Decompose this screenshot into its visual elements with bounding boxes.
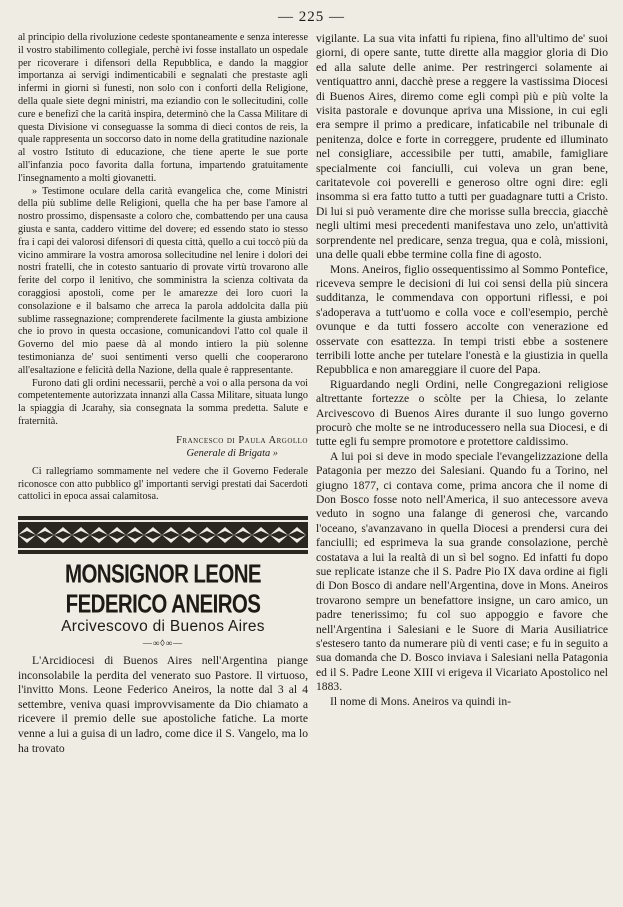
paragraph: al principio della rivoluzione cedeste spontaneamente e senza interesse il vostro stabilimento collegiale, perchè ivi fosse installato un ospedale per ricoverare i difensori della Repubblica, e dando la maggior importanza ai servigi indimenticabili e segnalati che prestaste agli infermi in giorni sì funesti, non solo con i conforti della Religione, della quale siete degni ministri, ma eziandio con le sollecitudini, colle cure e benefizî che la carità inspira, determinò che la Cassa Militare di questa Divisione vi conseguasse la somma di dieci contos de reis, la quale rappresenta un soccorso dato in nome della gratitudine nazionale al vostro Istituto di educazione, che tiene aperte le sue porte all'infanzia poco favorita dalla fortuna, impartendo gratuitamente l'insegnamento a molti giovanetti. [18, 32, 308, 184]
paragraph: Furono dati gli ordini necessarii, perchè a voi o alla persona da voi competentemente autorizzata innanzi alla Cassa Militare, situata lungo la spiaggia di Jcarahy, sia consegnata la somma predetta. Salute e fraternità. [18, 377, 308, 427]
article-subheadline: Arcivescovo di Buenos Aires [61, 618, 265, 636]
paragraph: Ci rallegriamo sommamente nel vedere che il Governo Federale riconosce con atto pubblico gl' importanti servigi prestati dai Sacerdoti cattolici in epoca assai calamitosa. [18, 465, 308, 503]
left-column [18, 32, 308, 756]
ornamental-border [18, 516, 308, 554]
article-headline: MONSIGNOR LEONE FEDERICO ANEIROS [64, 560, 261, 619]
small-ornament-divider: —∞◊∞— [142, 638, 184, 649]
paragraph: Riguardando negli Ordini, nelle Congregazioni religiose altrettante fortezze o scòlte per la Chiesa, lo zelante Arcivescovo di Buenos Aires durante il suo lungo governo procurò che molte se ne introducessero nella sua Diocesi, e di tutte egli fu sempre promotore e protettore caldissimo. [316, 377, 608, 449]
signature-name: Francesco di Paula Argollo [176, 434, 308, 446]
paragraph: vigilante. La sua vita infatti fu ripiena, fino all'ultimo de' suoi giorni, di opere sante, tutte dirette alla maggior gloria di Dio ed alla salute delle anime. Per restringerci solamente ai ventiquattro anni, dacchè prese a reggere la vastissima Diocesi di Buenos Aires, diremo come egli compì più e più volte la visita pastorale e dovunque apriva una Missione, in cui egli era sempre il primo a predicare, infaticabile nel tribunale di penitenza, dolce e forte in correggere, prudente ed illuminato nel consigliare, accessibile per tutti, amabile, famigliare specialmente coi fanciulli, cui voleva un gran bene, caritatevole coi poverelli e generoso oltre ogni dire: egli insomma si era fatto tutto a tutti per guadagnare tutti a Cristo. Di lui si può veramente dire che morisse sulla breccia, giacchè negli ultimi mesi precedenti manifestava uno zelo, un'attività sorprendente nel predicare, senza tregua, qua e colà, missioni, una delle quali ebbe termine colla fine di agosto. [316, 32, 608, 262]
paragraph: » Testimone oculare della carità evangelica che, come Ministri della più sublime delle Religioni, quella che ha per base l'amore al nostro prossimo, dispensaste a coloro che, combattendo per una causa giusta e santa, caddero vittime del dovere; ed essendo stato io stesso fra i capi dei valorosi difensori di questa città, quello a cui toccò più da vicino ammirare la vostra amorosa sollecitudine nel lenire i dolori dei nostri fratelli, che in cotesto santuario di provate virtù trovarono alle ferite del corpo il lenitivo, che somministra la scienza coltivata da coraggiosi apostoli, come per le amarezze dei loro cuori la consolazione e il balsamo che arreca la parola addolcita dalla più sublime rassegnazione; comprenderete facilmente la giusta ambizione che io provo in questa occasione, comunicandovi l'atto col quale il Governo del mio paese dà al mondo intiero la più solenne testimonianza de' suoi sentimenti verso quelli che cooperarono all'esaltazione e felicità della Nazione, della quale è rappresentante. [18, 185, 308, 376]
page-number: — 225 — [278, 9, 345, 25]
right-column [316, 32, 608, 709]
signature-block [18, 434, 308, 460]
ornament-graphic [18, 516, 308, 554]
signature-role: Generale di Brigata » [186, 447, 278, 459]
paragraph: Il nome di Mons. Aneiros va quindi in- [330, 694, 511, 708]
paragraph: Mons. Aneiros, figlio ossequentissimo al Sommo Pontefice, riceveva sempre le decisioni di lui coi sensi della più sincera sudditanza, le commendava con opportuni riflessi, e poi s'adoperava a tutt'uomo e colla voce e coll'esempio, perchè ovunque e da tutti fossero accolte con venerazione ed osservate con esattezza. In tempi tristi ebbe a sostenere terribili lotte anche per tutelare l'onestà e la giustizia in quella Repubblica e non amareggiare il cuore del Papa. [316, 262, 608, 377]
article-paragraph: L'Arcidiocesi di Buenos Aires nell'Argentina piange inconsolabile la perdita del venerato suo Pastore. Il virtuoso, l'invitto Mons. Leone Federico Aneiros, la notte dal 3 al 4 settembre, veniva quasi improvvisamente da Dio chiamato a ricevere il premio delle sue apostoliche fatiche. La morte venne a lui a guisa di un ladro, come dice il S. Vangelo, ma lo ha trovato [18, 654, 308, 755]
paragraph: A lui poi si deve in modo speciale l'evangelizzazione della Patagonia per mezzo dei Salesiani. Quando fu a Torino, nel giugno 1877, ci contava come, prima ancora che il nome di Don Bosco fosse noto nell'America, il suo antecessore aveva veduto in sogno una falange di generosi che, varcando l'oceano, s'avanzavano in quella Diocesi a prendersi cura dei fanciulli; ed esprimeva la sua grande consolazione, perchè costatava a lui la realtà di un sì bel sogno. Ed infatti fu dopo sue replicate istanze che il S. Padre Pio IX dava ordine ai figli di Don Bosco di andare nell'Argentina, dove in Mons. Aneiros trovarono sempre un benefattore insigne, un caro amico, un padre tenerissimo; fu col suo appoggio e favore che nell'Argentina i Salesiani e le Suore di Maria Ausiliatrice s'estesero tanto da numerare più di venti case; e fu in seguito a sua domanda che D. Bosco inviava i Salesiani nella Patagonia ed il S. Padre Leone XIII vi erigeva il Vicariato Apostolico nel 1883. [316, 449, 608, 694]
